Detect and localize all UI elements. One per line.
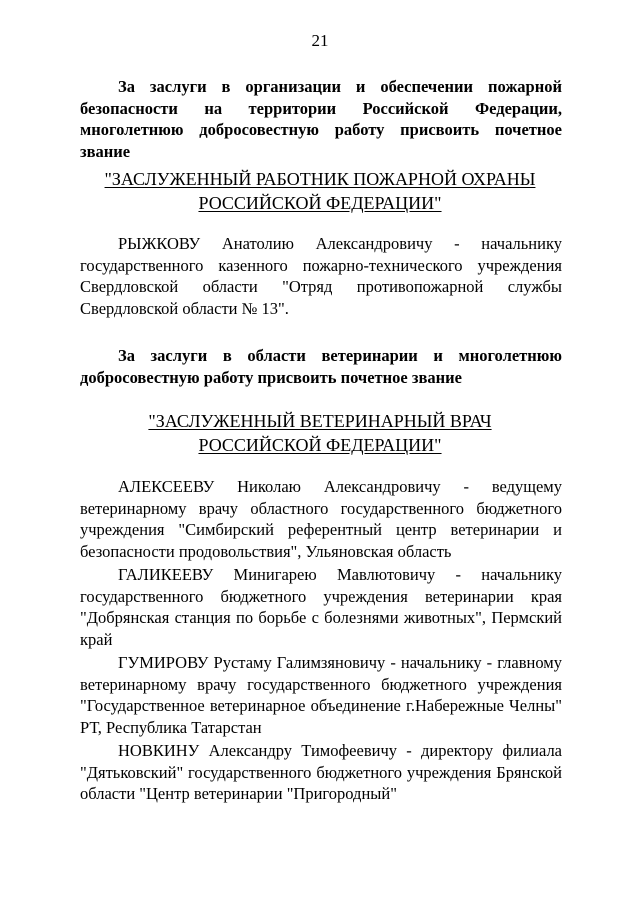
section1-intro: За заслуги в организации и обеспечении пожарной безопасности на территории Российской Федерации, многолетнюю добросовестную работу присвоить почетное звание <box>80 77 562 161</box>
section1-title-line1: "ЗАСЛУЖЕННЫЙ РАБОТНИК ПОЖАРНОЙ ОХРАНЫ <box>104 169 536 189</box>
section2-entry-alekseev: АЛЕКСЕЕВУ Николаю Александровичу - ведущему ветеринарному врачу областного государственного бюджетного учреждения "Симбирский референтный центр ветеринарии и безопасности продовольствия", Ульяновская область <box>80 477 562 561</box>
section1-title <box>60 167 580 215</box>
page-number: 21 <box>311 31 329 50</box>
section2-entry-galikeev: ГАЛИКЕЕВУ Минигарею Мавлютовичу - начальнику государственного бюджетного учреждения ветеринарии края "Добрянская станция по борьбе с болезнями животных", Пермский край <box>80 565 562 649</box>
section2-title-line2: РОССИЙСКОЙ ФЕДЕРАЦИИ" <box>198 435 442 455</box>
section2-intro: За заслуги в области ветеринарии и многолетнюю добросовестную работу присвоить почетное звание <box>80 346 562 387</box>
section1-entry-ryzhkov: РЫЖКОВУ Анатолию Александровичу - начальнику государственного казенного пожарно-технического учреждения Свердловской области "Отряд противопожарной службы Свердловской области № 13". <box>80 234 562 318</box>
section2-title-line1: "ЗАСЛУЖЕННЫЙ ВЕТЕРИНАРНЫЙ ВРАЧ <box>148 411 492 431</box>
section2-entry-novkin: НОВКИНУ Александру Тимофеевичу - директору филиала "Дятьковский" государственного бюджетного учреждения Брянской области "Центр ветеринарии "Пригородный" <box>80 741 562 803</box>
section2-entry-gumirov: ГУМИРОВУ Рустаму Галимзяновичу - начальнику - главному ветеринарному врачу государственного бюджетного учреждения "Государственное ветеринарное объединение г.Набережные Челны" РТ, Республика Татарстан <box>80 653 562 737</box>
section1-title-line2: РОССИЙСКОЙ ФЕДЕРАЦИИ" <box>198 193 442 213</box>
section2-title <box>60 409 580 457</box>
